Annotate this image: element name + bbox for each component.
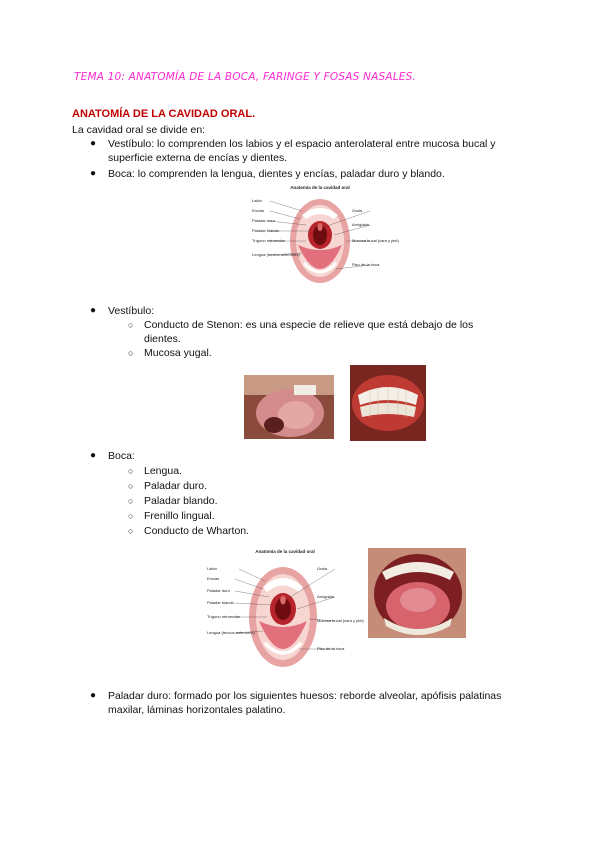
sub-list-item: Conducto de Wharton. [144,525,250,537]
sub-list-item-cont: dientes. [144,333,181,345]
fig2-right-label: Piso de la boca [317,646,345,651]
fig2-left-label: Paladar duro [207,588,230,593]
oral-cavity-diagram-1 [250,183,399,295]
fig1-right-label: Úvula [352,208,363,213]
document-title: TEMA 10: ANATOMÍA DE LA BOCA, FARINGE Y FOSAS NASALES. [74,71,416,83]
fig1-left-label: Paladar duro [252,218,275,223]
list-item: Boca: lo comprenden la lengua, dientes y encías, paladar duro y blando. [108,168,445,180]
list-item: Vestíbulo: lo comprenden los labios y el espacio anterolateral entre mucosa bucal y [108,138,496,150]
fig2-left-label: Trígono retromolar [207,614,240,619]
bullet-dot: ● [90,450,97,461]
fig2-left-label: Labio [207,566,217,571]
figure-title: Anatomía de la cavidad oral [255,549,315,554]
buccal-mucosa-photo [244,375,334,439]
fig2-left-label: Paladar blando [207,600,234,605]
bullet-dot: ● [90,690,97,701]
sub-list-item: Conducto de Stenon: es una especie de relieve que está debajo de los [144,319,474,331]
sub-bullet: ○ [128,481,134,491]
sub-list-item: Lengua. [144,465,182,477]
sub-bullet: ○ [128,466,134,476]
open-mouth-photo [368,540,466,644]
vestibulo-label: Vestíbulo: [108,305,155,317]
fig2-right-label: Amígdala [317,594,334,599]
list-item-cont: maxilar, láminas horizontales palatino. [108,704,286,716]
fig2-right-label: Úvula [317,566,328,571]
sub-bullet: ○ [128,526,134,536]
fig1-left-label: Labio [252,198,262,203]
fig1-right-label: Mucosa bucal (cara y piel) [352,238,399,243]
fig2-right-label: Mucosa bucal (cara y piel) [317,618,364,623]
sub-bullet: ○ [128,348,134,358]
fig2-left-label: Lengua (tercios anteriores) [207,630,255,635]
sub-list-item: Paladar blando. [144,495,218,507]
fig1-left-label: Trígono retromolar [252,238,285,243]
sub-list-item: Mucosa yugal. [144,347,212,359]
bullet-dot: ● [90,168,97,179]
fig1-left-label: Encías [252,208,265,213]
oral-cavity-diagram-2 [205,545,364,680]
bullet-dot: ● [90,138,97,149]
fig1-right-label: Amígdala [352,222,369,227]
sub-bullet: ○ [128,511,134,521]
intro-text: La cavidad oral se divide en: [72,124,206,136]
boca-label: Boca: [108,450,135,462]
sub-bullet: ○ [128,320,134,330]
bullet-dot: ● [90,305,97,316]
figure-title: Anatomía de la cavidad oral [290,185,350,190]
fig1-left-label: Lengua (tercios anteriores) [252,252,300,257]
sub-bullet: ○ [128,496,134,506]
section-heading: ANATOMÍA DE LA CAVIDAD ORAL. [72,108,256,120]
list-item: Paladar duro: formado por los siguientes huesos: reborde alveolar, apófisis palatinas [108,690,502,702]
fig1-right-label: Piso de la boca [352,262,380,267]
sub-list-item: Frenillo lingual. [144,510,215,522]
fig2-left-label: Encías [207,576,220,581]
list-item-cont: superficie externa de encías y dientes. [108,152,288,164]
teeth-photo [350,365,426,441]
sub-list-item: Paladar duro. [144,480,208,492]
fig1-left-label: Paladar blando [252,228,279,233]
